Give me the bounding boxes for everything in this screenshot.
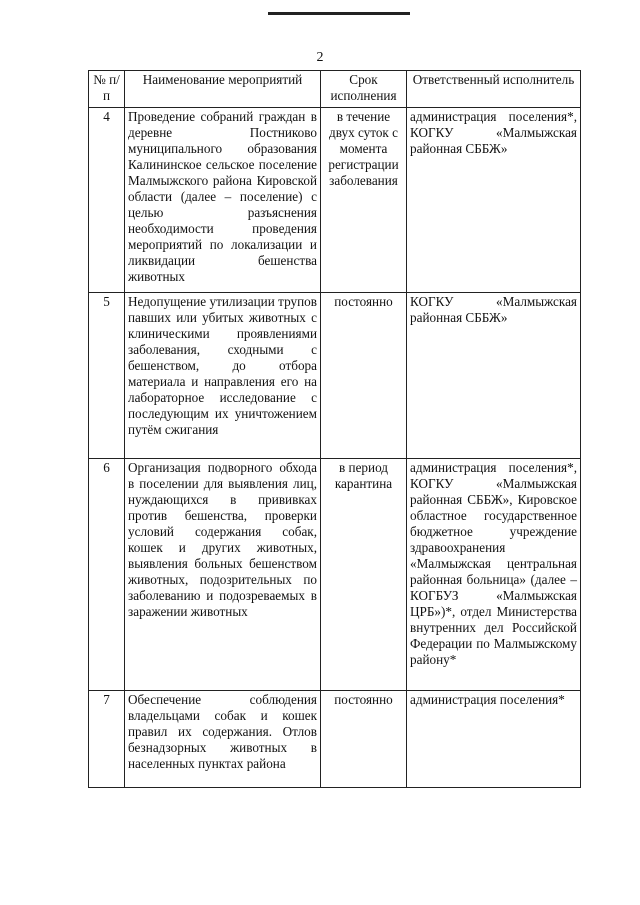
row-name: Обеспечение соблюдения владельцами собак и кошек правил их содержания. Отлов безнадзорных животных в населенных пунктах района <box>125 691 321 788</box>
row-resp: администрация поселения* <box>407 691 581 788</box>
table-row <box>89 459 581 691</box>
row-name: Недопущение утилизации трупов павших или убитых животных с клиническими проявлениями заболевания, сходными с бешенством, до отбора материала и направления его на лабораторное исследование с последующим их уничтожением путём сжигания <box>125 293 321 459</box>
top-rule <box>268 12 410 15</box>
row-term: постоянно <box>321 293 407 459</box>
table-row <box>89 108 581 293</box>
table-header-row <box>89 71 581 108</box>
row-name: Организация подворного обхода в поселении для выявления лиц, нуждающихся в прививках против бешенства, проверки условий содержания собак, кошек и других животных, выявления больных бешенством животных, подозрительных по заболеванию и подозреваемых в заражении животных <box>125 459 321 691</box>
row-num: 7 <box>89 691 125 788</box>
row-name: Проведение собраний граждан в деревне Постниково муниципального образования Калининское сельское поселение Малмыжского района Кировской области (далее – поселение) с целью разъяснения необходимости проведения мероприятий по локализации и ликвидации бешенства животных <box>125 108 321 293</box>
row-num: 6 <box>89 459 125 691</box>
header-name: Наименование мероприятий <box>125 71 321 108</box>
header-term: Срок исполнения <box>321 71 407 108</box>
row-resp: администрация поселения*, КОГКУ «Малмыжская районная СББЖ» <box>407 108 581 293</box>
row-term: в период карантина <box>321 459 407 691</box>
header-resp: Ответственный исполнитель <box>407 71 581 108</box>
row-resp: администрация поселения*, КОГКУ «Малмыжская районная СББЖ», Кировское областное государственное бюджетное учреждение здравоохранения «Малмыжская центральная районная больница» (далее – КОГБУЗ «Малмыжская ЦРБ»)*, отдел Министерства внутренних дел Российской Федерации по Малмыжскому району* <box>407 459 581 691</box>
measures-table <box>88 70 581 788</box>
table-row <box>89 691 581 788</box>
row-num: 5 <box>89 293 125 459</box>
row-term: в течение двух суток с момента регистрации заболевания <box>321 108 407 293</box>
table-row <box>89 293 581 459</box>
row-resp: КОГКУ «Малмыжская районная СББЖ» <box>407 293 581 459</box>
header-num: № п/п <box>89 71 125 108</box>
row-term: постоянно <box>321 691 407 788</box>
row-num: 4 <box>89 108 125 293</box>
page-number: 2 <box>316 50 324 65</box>
